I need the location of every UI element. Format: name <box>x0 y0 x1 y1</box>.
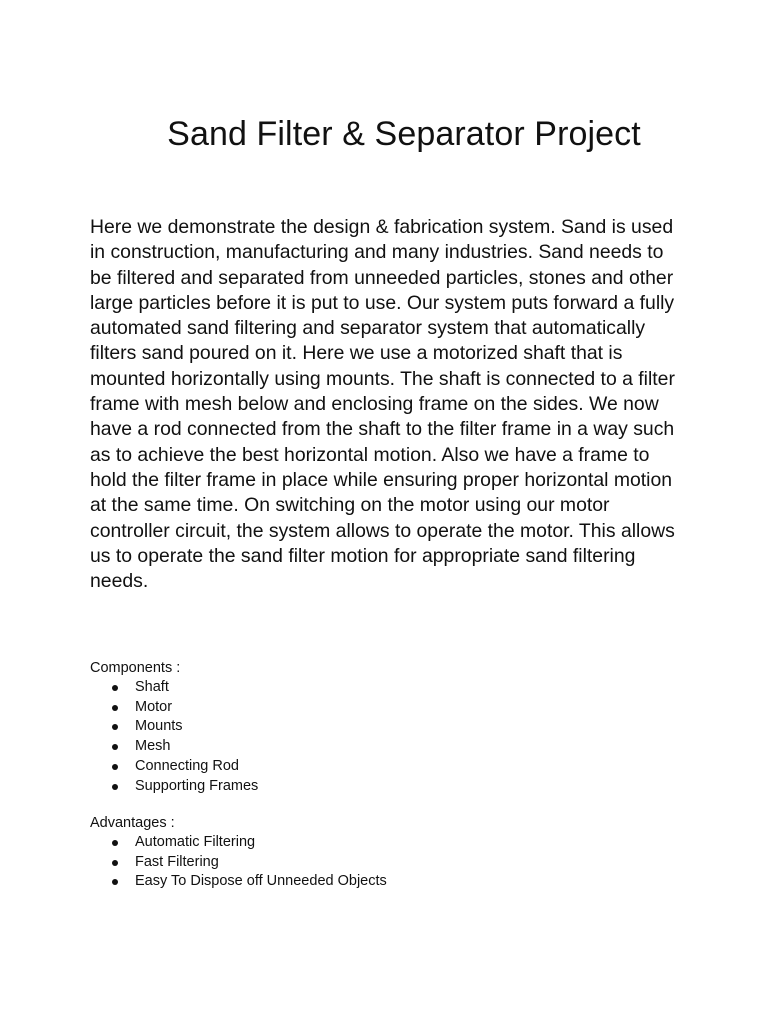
list-item <box>90 872 690 892</box>
list-item <box>90 833 690 853</box>
advantages-list <box>90 833 690 892</box>
bullet-icon <box>112 879 118 885</box>
components-heading: Components : <box>90 660 181 676</box>
bullet-icon <box>112 724 118 730</box>
list-item-label: Connecting Rod <box>135 757 239 774</box>
page-title: Sand Filter & Separator Project <box>167 115 641 153</box>
list-item-label: Easy To Dispose off Unneeded Objects <box>135 873 387 890</box>
advantages-heading: Advantages : <box>90 815 175 831</box>
list-item-label: Supporting Frames <box>135 777 259 794</box>
intro-paragraph: Here we demonstrate the design & fabrication system. Sand is used in construction, manufacturing and many industries. Sand needs to be filtered and separated from unneeded particles, stones and other large particles before it is put to use. Our system puts forward a fully automated sand filtering and separator system that automatically filters sand poured on it. Here we use a motorized shaft that is mounted horizontally using mounts. The shaft is connected to a filter frame with mesh below and enclosing frame on the sides. We now have a rod connected from the shaft to the filter frame in a way such as to achieve the best horizontal motion. Also we have a frame to hold the filter frame in place while ensuring proper horizontal motion at the same time. On switching on the motor using our motor controller circuit, the system allows to operate the motor. This allows us to operate the sand filter motion for appropriate sand filtering needs. <box>90 216 675 593</box>
bullet-icon <box>112 744 118 750</box>
list-item <box>90 757 690 777</box>
list-item <box>90 853 690 873</box>
bullet-icon <box>112 764 118 770</box>
bullet-icon <box>112 705 118 711</box>
components-list <box>90 678 690 796</box>
list-item <box>90 678 690 698</box>
bullet-icon <box>112 784 118 790</box>
list-item-label: Motor <box>135 698 173 715</box>
list-item-label: Mesh <box>135 738 171 755</box>
bullet-icon <box>112 685 118 691</box>
advantages-section <box>90 813 690 892</box>
list-item-label: Mounts <box>135 718 183 735</box>
bullet-icon <box>112 840 118 846</box>
list-item <box>90 717 690 737</box>
list-item-label: Shaft <box>135 679 169 695</box>
components-section <box>90 658 690 796</box>
list-item <box>90 777 690 797</box>
list-item-label: Fast Filtering <box>135 853 219 870</box>
list-item <box>90 698 690 718</box>
list-item <box>90 737 690 757</box>
bullet-icon <box>112 860 118 866</box>
list-item-label: Automatic Filtering <box>135 834 256 850</box>
